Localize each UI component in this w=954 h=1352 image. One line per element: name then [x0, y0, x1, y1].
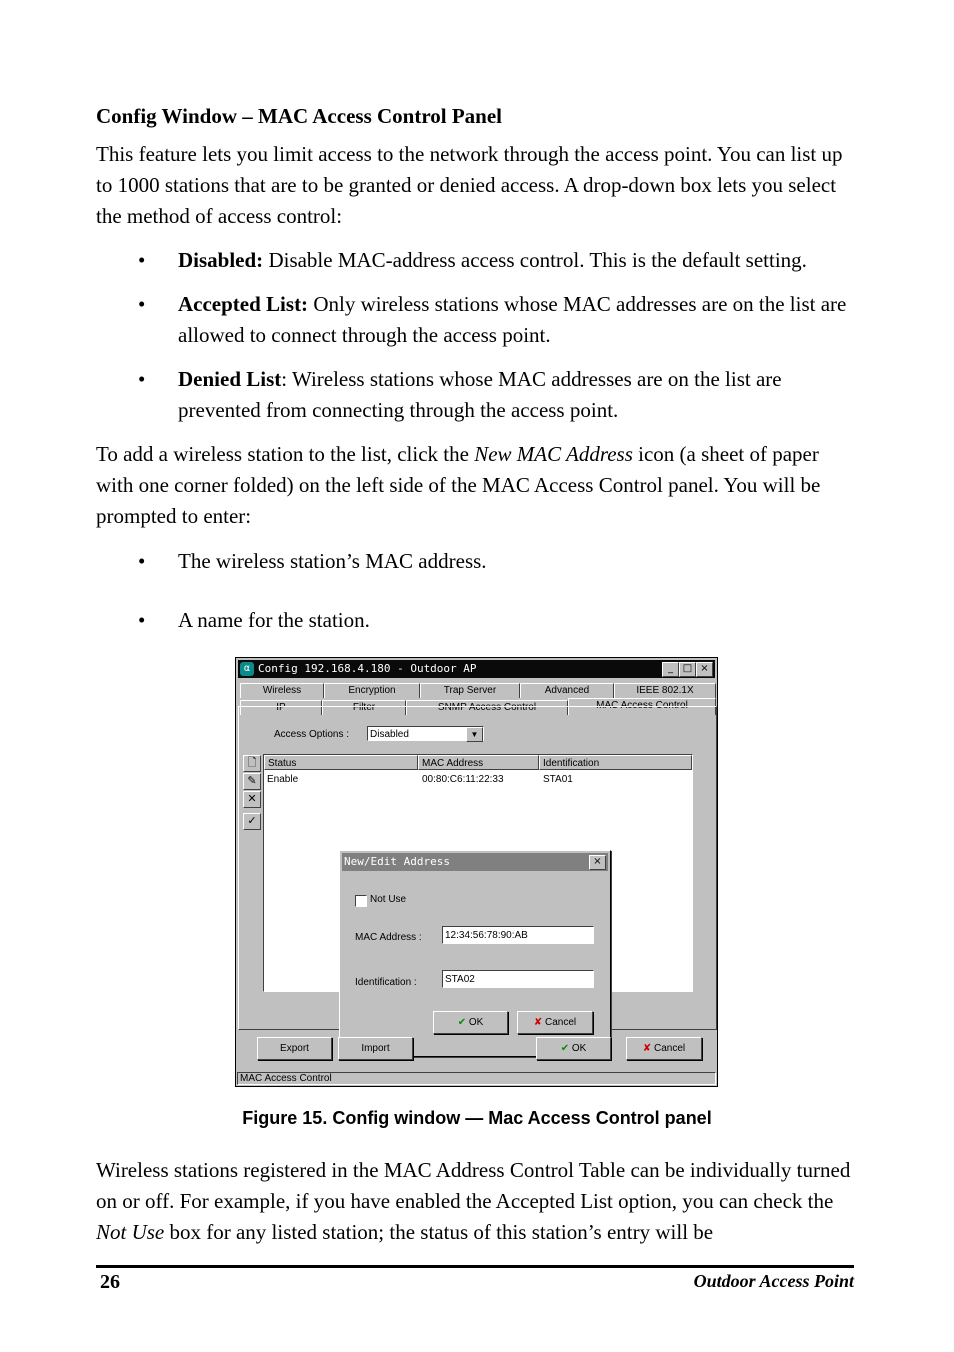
column-status[interactable]: Status	[264, 755, 418, 770]
not-use-label: Not Use	[370, 894, 407, 905]
close-button[interactable]: ×	[696, 662, 713, 677]
config-window-screenshot	[235, 657, 718, 1087]
status-bar: MAC Access Control	[237, 1072, 716, 1085]
page-number: 26	[100, 1271, 120, 1293]
export-button[interactable]: Export	[257, 1037, 332, 1060]
option-disabled: Disabled: Disable MAC-address access control. This is the default setting.	[178, 248, 807, 272]
tab-advanced[interactable]: Advanced	[520, 683, 614, 698]
new-mac-address-icon[interactable]: 🗋	[243, 755, 261, 772]
window-title: Config 192.168.4.180 - Outdoor AP	[258, 662, 477, 675]
section-heading: Config Window – MAC Access Control Panel	[96, 104, 503, 128]
column-mac-address[interactable]: MAC Address	[418, 755, 539, 770]
figure-caption: Figure 15. Config window — Mac Access Control panel	[242, 1108, 712, 1128]
tab-trap-server[interactable]: Trap Server	[420, 683, 520, 698]
tab-mac-access-control[interactable]: MAC Access Control	[568, 698, 716, 715]
app-icon: α	[240, 662, 254, 676]
tab-encryption[interactable]: Encryption	[324, 683, 420, 698]
not-use-checkbox[interactable]	[355, 895, 367, 907]
option-denied-list: Denied List: Wireless stations whose MAC addresses are on the list are prevented from connecting through the access point.	[178, 367, 782, 422]
tab-ip[interactable]: IP	[240, 700, 322, 715]
bullet: •	[138, 248, 146, 272]
bullet: •	[138, 367, 146, 391]
tab-wireless[interactable]: Wireless	[240, 683, 324, 698]
delete-address-icon[interactable]: ✕	[243, 791, 261, 808]
chevron-down-icon[interactable]: ▼	[466, 727, 483, 742]
row-mac[interactable]: 00:80:C6:11:22:33	[422, 774, 504, 785]
running-footer-title: Outdoor Access Point	[693, 1271, 854, 1291]
bullet: •	[138, 549, 146, 573]
mac-access-panel	[238, 706, 717, 1030]
footer-rule	[96, 1265, 854, 1268]
row-identification[interactable]: STA01	[543, 774, 573, 785]
check-icon: ✔	[560, 1043, 570, 1054]
option-accepted-list: Accepted List: Only wireless stations whose MAC addresses are on the list are allowed to connect through the access point.	[178, 292, 847, 347]
import-button[interactable]: Import	[338, 1037, 413, 1060]
tab-filter[interactable]: Filter	[322, 700, 406, 715]
identification-field[interactable]: STA02	[442, 970, 594, 988]
dialog-close-button[interactable]: ×	[589, 855, 606, 870]
access-options-dropdown[interactable]	[367, 726, 484, 741]
access-options-label: Access Options :	[274, 729, 350, 740]
cancel-button[interactable]: ✘ Cancel	[626, 1037, 702, 1060]
dialog-title: New/Edit Address	[342, 853, 608, 871]
dialog-cancel-button[interactable]: ✘ Cancel	[517, 1011, 593, 1034]
check-icon: ✔	[457, 1017, 467, 1028]
minimize-button[interactable]: _	[662, 662, 679, 677]
ok-button[interactable]: ✔ OK	[536, 1037, 611, 1060]
mac-address-label: MAC Address :	[355, 932, 422, 943]
x-icon: ✘	[642, 1043, 652, 1054]
bullet: •	[138, 292, 146, 316]
maximize-button[interactable]: □	[679, 662, 696, 677]
mac-address-field[interactable]: 12:34:56:78:90:AB	[442, 926, 594, 944]
row-status[interactable]: Enable	[267, 774, 299, 785]
access-options-value: Disabled	[370, 729, 409, 740]
bullet: •	[138, 608, 146, 632]
column-identification[interactable]: Identification	[539, 755, 692, 770]
outro-paragraph: Wireless stations registered in the MAC Address Control Table can be individually turned on or off. For example, if you have enabled the Accepted List option, you can check the Not Use box for any listed station; the status of this station’s entry will be	[96, 1158, 851, 1244]
prompt-name: A name for the station.	[178, 608, 370, 632]
toggle-status-icon[interactable]: ✓	[243, 813, 261, 830]
tab-snmp-access-control[interactable]: SNMP Access Control	[406, 700, 568, 715]
new-edit-address-dialog	[339, 850, 611, 1057]
tab-ieee-8021x[interactable]: IEEE 802.1X	[614, 683, 716, 698]
prompt-mac: The wireless station’s MAC address.	[178, 549, 487, 573]
identification-label: Identification :	[355, 977, 417, 988]
window-titlebar	[238, 660, 715, 678]
edit-address-icon[interactable]: ✎	[243, 773, 261, 790]
intro-paragraph: This feature lets you limit access to the network through the access point. You can list up to 1000 stations that are to be granted or denied access. A drop-down box lets you select the method of access control:	[96, 142, 843, 228]
x-icon: ✘	[533, 1017, 543, 1028]
add-station-paragraph: To add a wireless station to the list, click the New MAC Address icon (a sheet of paper with one corner folded) on the left side of the MAC Access Control panel. You will be prompted to enter:	[96, 442, 821, 528]
dialog-ok-button[interactable]: ✔ OK	[433, 1011, 508, 1034]
